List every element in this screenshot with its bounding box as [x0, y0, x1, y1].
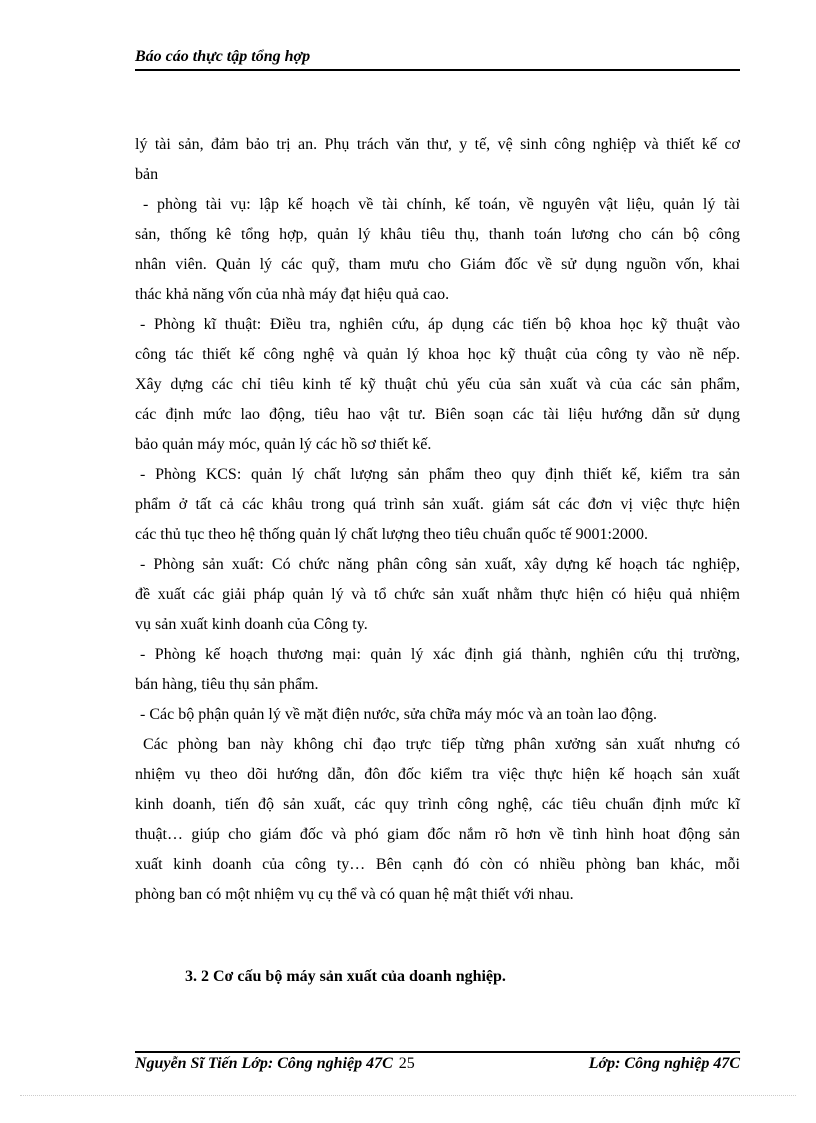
text-line: thuật… giúp cho giám đốc và phó giam đốc nắm rõ hơn về tình hình hoat động sản: [135, 826, 740, 843]
text-line: - phòng tài vụ: lập kế hoạch về tài chính, kế toán, về nguyên vật liệu, quản lý tài: [143, 196, 740, 213]
text-line: bán hàng, tiêu thụ sản phẩm.: [135, 676, 319, 693]
footer-right: Lớp: Công nghiệp 47C: [588, 1055, 740, 1072]
footer-rule: [135, 1051, 740, 1053]
text-line: bảo quản máy móc, quản lý các hồ sơ thiết kế.: [135, 436, 432, 453]
text-line: nhân viên. Quản lý các quỹ, tham mưu cho Giám đốc về sử dụng nguồn vốn, khai: [135, 256, 740, 273]
text-line: Các phòng ban này không chỉ đạo trực tiếp từng phân xưởng sản xuất nhưng có: [143, 736, 740, 753]
footer-left: [135, 1055, 415, 1073]
footer-author: Nguyễn Sĩ Tiến Lớp: Công nghiệp 47C: [135, 1055, 393, 1072]
text-line: lý tài sản, đảm bảo trị an. Phụ trách văn thư, y tế, vệ sinh công nghiệp và thiết kế cơ: [135, 136, 740, 153]
text-line: vụ sản xuất kinh doanh của Công ty.: [135, 616, 368, 633]
text-line: bản: [135, 166, 159, 183]
text-line: phẩm ở tất cả các khâu trong quá trình sản xuất. giám sát các đơn vị việc thực hiện: [135, 496, 740, 513]
text-line: kinh doanh, tiến độ sản xuất, các quy trình công nghệ, các tiêu chuẩn định mức kĩ: [135, 796, 740, 813]
text-line: đề xuất các giải pháp quản lý và tổ chức sản xuất nhằm thực hiện có hiệu quả nhiệm: [135, 586, 740, 603]
page-header-title: Báo cáo thực tập tổng hợp: [135, 48, 311, 65]
text-line: công tác thiết kế công nghệ và quản lý khoa học kỹ thuật của công ty vào nề nếp.: [135, 346, 740, 363]
text-line: các định mức lao động, tiêu hao vật tư. Biên soạn các tài liệu hướng dẫn sử dụng: [135, 406, 740, 423]
page-boundary: [20, 1095, 796, 1096]
text-line: - Phòng KCS: quản lý chất lượng sản phẩm theo quy định thiết kế, kiểm tra sản: [140, 466, 740, 483]
text-line: - Các bộ phận quản lý về mặt điện nước, sửa chữa máy móc và an toàn lao động.: [140, 706, 657, 723]
text-line: nhiệm vụ theo dõi hướng dẫn, đôn đốc kiểm tra việc thực hiện kế hoạch sản xuất: [135, 766, 740, 783]
text-line: xuất kinh doanh của công ty… Bên cạnh đó còn có nhiều phòng ban khác, mỗi: [135, 856, 740, 873]
text-line: thác khả năng vốn của nhà máy đạt hiệu quả cao.: [135, 286, 450, 303]
text-line: - Phòng kĩ thuật: Điều tra, nghiên cứu, áp dụng các tiến bộ khoa học kỹ thuật vào: [140, 316, 740, 333]
page-footer: [135, 1055, 740, 1073]
text-line: - Phòng kế hoạch thương mại: quản lý xác định giá thành, nghiên cứu thị trường,: [140, 646, 740, 663]
text-line: các thủ tục theo hệ thống quản lý chất lượng theo tiêu chuẩn quốc tế 9001:2000.: [135, 526, 648, 543]
text-line: sản, thống kê tổng hợp, quản lý khâu tiêu thụ, thanh toán lương cho cán bộ công: [135, 226, 740, 243]
page-number: 25: [398, 1055, 415, 1072]
section-heading: 3. 2 Cơ cấu bộ máy sản xuất của doanh nghiệp.: [185, 968, 506, 985]
body-text: [135, 130, 740, 910]
text-line: phòng ban có một nhiệm vụ cụ thể và có quan hệ mật thiết với nhau.: [135, 886, 574, 903]
text-line: - Phòng sản xuất: Có chức năng phân công sản xuất, xây dựng kế hoạch tác nghiệp,: [140, 556, 740, 573]
text-line: Xây dựng các chỉ tiêu kinh tế kỹ thuật chủ yếu của sản xuất và của các sản phẩm,: [135, 376, 740, 393]
header-rule: [135, 69, 740, 71]
